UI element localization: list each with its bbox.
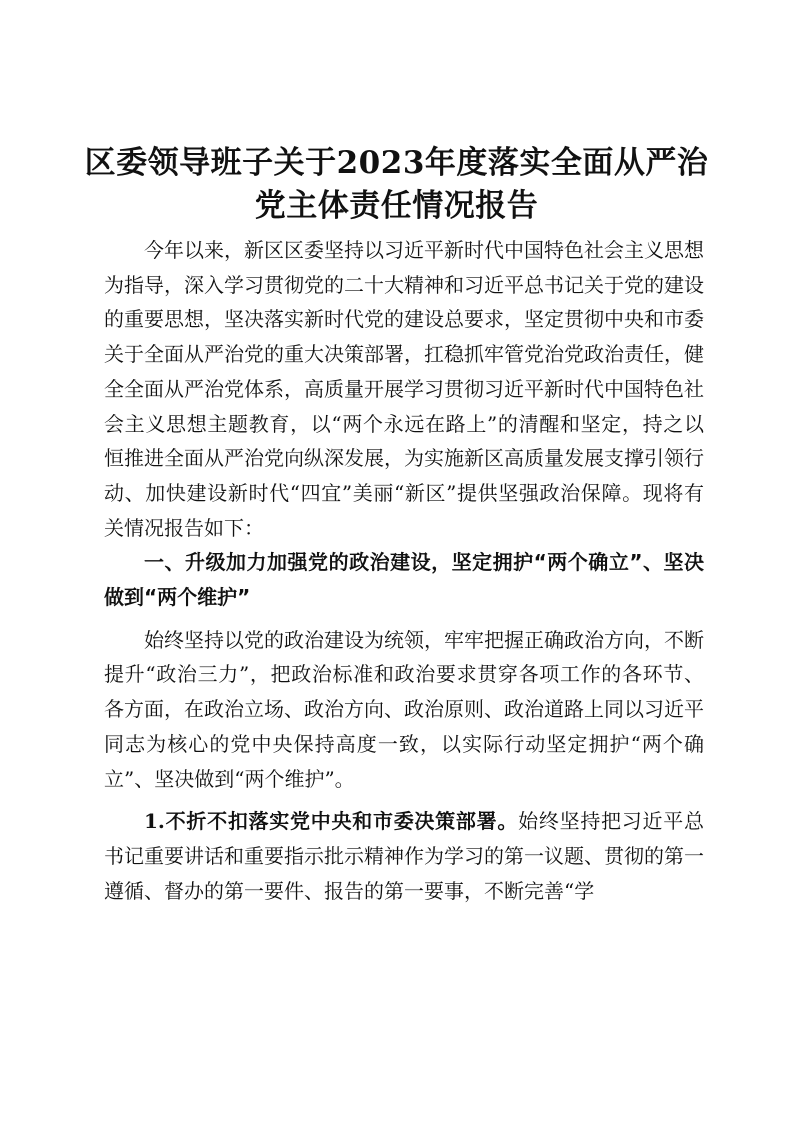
item-1-paragraph <box>104 804 704 908</box>
section-1-heading: 一、升级加力加强党的政治建设，坚定拥护“两个确立”、坚决做到“两个维护” <box>104 550 704 610</box>
document-title-line-2: 党主体责任情况报告 <box>254 188 539 224</box>
item-1-text: 始终坚持把习近平总书记重要讲话和重要指示批示精神作为学习的第一议题、贯彻的第一遵循、督办的第一要件、报告的第一要事，不断完善“学 <box>104 809 704 903</box>
section-1-paragraph: 始终坚持以党的政治建设为统领，牢牢把握正确政治方向，不断提升“政治三力”，把政治标准和政治要求贯穿各项工作的各环节、各方面，在政治立场、政治方向、政治原则、政治道路上同以习近平同志为核心的党中央保持高度一致，以实际行动坚定拥护“两个确立”、坚决做到“两个维护”。 <box>104 627 704 791</box>
intro-paragraph: 今年以来，新区区委坚持以习近平新时代中国特色社会主义思想为指导，深入学习贯彻党的二十大精神和习近平总书记关于党的建设的重要思想，坚决落实新时代党的建设总要求，坚定贯彻中央和市委关于全面从严治党的重大决策部署，扛稳抓牢管党治党政治责任，健全全面从严治党体系，高质量开展学习贯彻习近平新时代中国特色社会主义思想主题教育，以“两个永远在路上”的清醒和坚定，持之以恒推进全面从严治党向纵深发展，为实施新区高质量发展支撑引领行动、加快建设新时代“四宜”美丽“新区”提供坚强政治保障。现将有关情况报告如下： <box>104 238 704 540</box>
item-1-lead: 1.不折不扣落实党中央和市委决策部署。 <box>144 809 519 834</box>
document-title-line-1: 区委领导班子关于2023年度落实全面从严治 <box>84 145 709 181</box>
document-body <box>104 233 704 908</box>
